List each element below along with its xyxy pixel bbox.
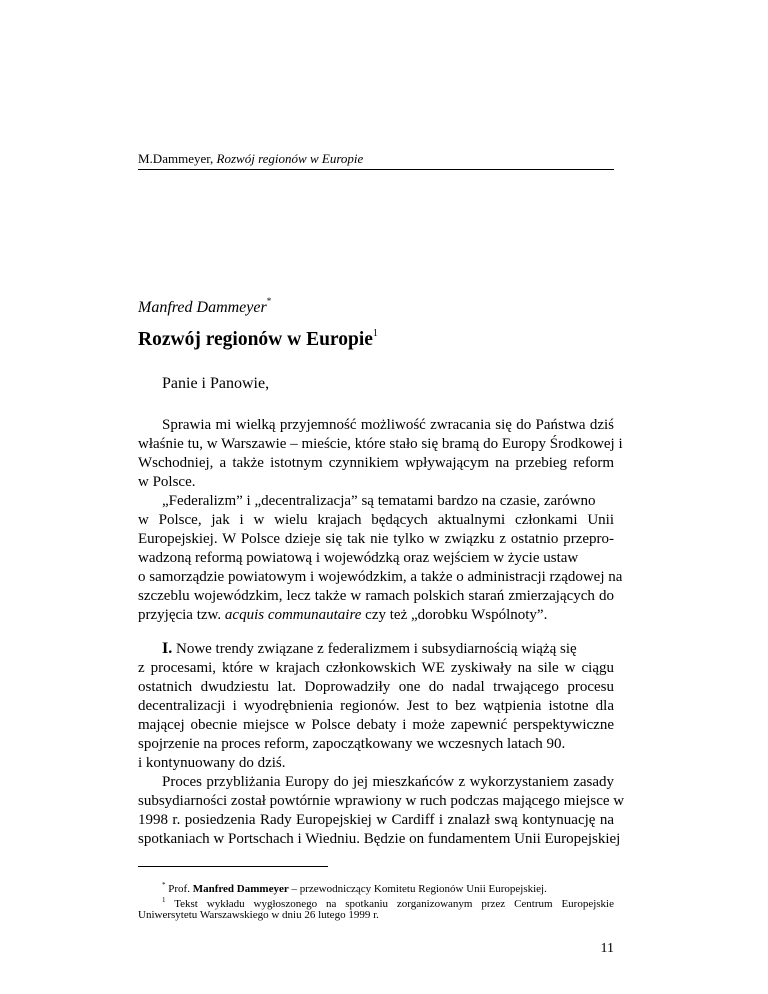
- body-line: o samorządzie powiatowym i wojewódzkim, a także o administracji rządowej na: [138, 569, 623, 585]
- article-title-text: Rozwój regionów w Europie: [138, 329, 373, 350]
- running-header-author: M.Dammeyer,: [138, 151, 217, 166]
- text-run: Nowe trendy związane z federalizmem i subsydiarnością wiążą się: [172, 641, 577, 657]
- text-run: czy też „dorobku Wspólnoty”.: [361, 607, 548, 623]
- text-run: Prof.: [165, 883, 193, 895]
- page-number: 11: [600, 941, 614, 956]
- italic-term: acquis communautaire: [224, 607, 362, 623]
- body-line: decentralizacji i wyodrębnienia regionów. Jest to bez wątpienia istotne dla: [138, 698, 614, 714]
- footnote-2-continued: Uniwersytetu Warszawskiego w dniu 26 lutego 1999 r.: [138, 909, 379, 921]
- body-line: subsydiarności został powtórnie wprawiony w ruch podczas mającego miejsce w: [138, 793, 625, 809]
- body-line: z procesami, które w krajach członkowskich WE zyskiwały na sile w ciągu: [138, 660, 614, 676]
- body-line: Proces przybliżania Europy do jej mieszkańców z wykorzystaniem zasady: [162, 774, 614, 790]
- running-header-title: Rozwój regionów w Europie: [216, 151, 364, 166]
- body-line: ostatnich dwudziestu lat. Doprowadziły one do nadal trwającego procesu: [138, 679, 614, 695]
- body-line: spojrzenie na proces reform, zapoczątkowany we wczesnych latach 90.: [138, 736, 566, 752]
- body-line: w Polsce, jak i w wielu krajach będących aktualnymi członkami Unii: [138, 512, 614, 528]
- author-footnote-mark: *: [266, 296, 272, 306]
- section-first-line: [162, 640, 614, 658]
- body-line: wadzoną reformą powiatową i wojewódzką oraz wejściem w życie ustaw: [138, 550, 579, 566]
- body-line: 1998 r. posiedzenia Rady Europejskiej w Cardiff i znalazł swą kontynuację na: [138, 812, 614, 828]
- body-line: Sprawia mi wielką przyjemność możliwość zwracania się do Państwa dziś: [162, 417, 614, 433]
- footnote-mark: *: [162, 881, 166, 889]
- article-author: [138, 291, 271, 318]
- section-number: I.: [162, 640, 173, 657]
- text-run: Tekst wykładu wygłoszonego na spotkaniu zorganizowanym przez Centrum Europejskie: [165, 898, 614, 910]
- body-line: Europejskiej. W Polsce dzieje się tak nie tylko w związku z ostatnio przepro-: [138, 531, 614, 547]
- footnote-rule: [138, 866, 328, 867]
- body-line: „Federalizm” i „decentralizacja” są tematami bardzo na czasie, zarówno: [162, 493, 596, 509]
- body-line: w Polsce.: [138, 474, 196, 490]
- title-footnote-mark: 1: [372, 328, 378, 339]
- body-line: [138, 606, 614, 624]
- body-line: Wschodniej, a także istotnym czynnikiem wpływającym na przebieg reform: [138, 455, 614, 471]
- footnote-mark: 1: [162, 896, 166, 904]
- article-title: [138, 322, 378, 352]
- body-line: mającej obecnie miejsce w Polsce debaty i może zapewnić perspektywiczne: [138, 717, 614, 733]
- text-run: przyjęcia tzw.: [138, 607, 225, 623]
- body-line: spotkaniach w Portschach i Wiedniu. Będzie on fundamentem Unii Europejskiej: [138, 831, 621, 847]
- footnote-name: Manfred Dammeyer: [192, 883, 289, 895]
- text-run: – przewodniczący Komitetu Regionów Unii Europejskiej.: [288, 883, 547, 895]
- salutation: Panie i Panowie,: [162, 375, 270, 392]
- running-header: [138, 151, 614, 167]
- author-name: Manfred Dammeyer: [138, 299, 267, 316]
- body-line: właśnie tu, w Warszawie – mieście, które stało się bramą do Europy Środkowej i: [138, 436, 623, 452]
- body-line: szczeblu wojewódzkim, lecz także w ramach polskich starań zmierzających do: [138, 588, 614, 604]
- body-line: i kontynuowany do dziś.: [138, 755, 286, 771]
- header-rule: [138, 169, 614, 170]
